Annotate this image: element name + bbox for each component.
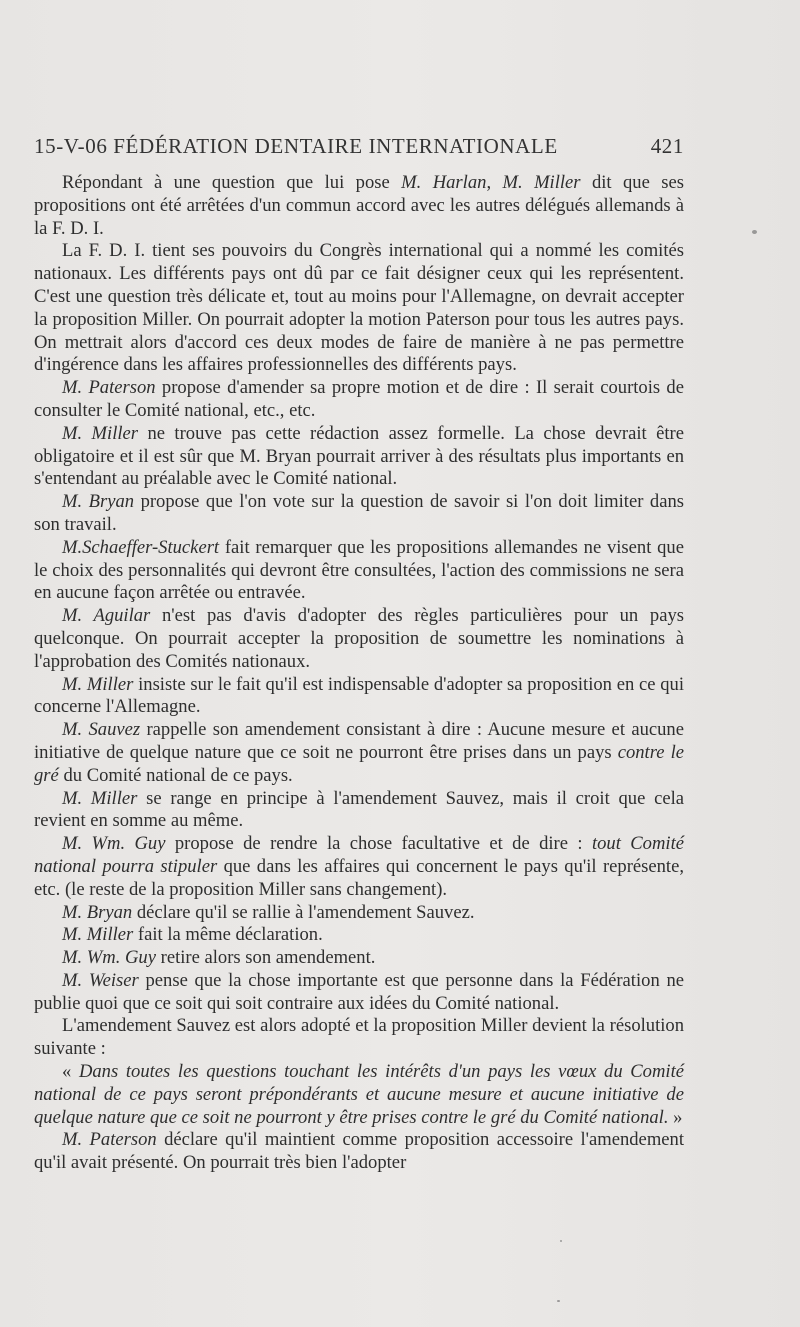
paragraph — [34, 605, 684, 673]
italic-text: M. Bryan — [62, 901, 133, 923]
paragraph — [34, 674, 684, 720]
italic-text: M. Bryan — [62, 491, 135, 513]
text-run: La F. D. I. tient ses pouvoirs du Congrès international qui a nommé les comités nationaux. Les différents pays ont dû par ce fait désigner ceux qui les représentent. C'est une question très délicate et, tout au moins pour l'Allemagne, on devrait accepter la proposition Miller. On pourrait adopter la motion Paterson pour tous les autres pays. On mettrait alors d'accord ces deux modes de faire de manière à ne pas permettre d'ingérence dans les affaires professionnelles des différents pays. — [34, 240, 684, 376]
italic-text: M. Miller — [62, 673, 134, 695]
text-run: insiste sur le fait qu'il est indispensable d'adopter sa proposition en ce qui concerne l'Allemagne. — [34, 673, 684, 718]
text-run: Répondant à une question que lui pose — [62, 172, 402, 193]
italic-text: M. Miller — [502, 172, 581, 193]
running-head-title: 15-V-06 FÉDÉRATION DENTAIRE INTERNATIONALE — [34, 134, 558, 158]
paper-speck — [557, 1300, 560, 1302]
italic-text: contre le gré — [34, 741, 684, 786]
text-run: ne trouve pas cette rédaction assez formelle. La chose devrait être obligatoire et il est sûr que M. Bryan pourrait arriver à des résultats plus importants en s'entendant au préalable avec le Comité national. — [34, 422, 684, 490]
text-run: déclare qu'il maintient comme proposition accessoire l'amendement qu'il avait présenté. On pourrait très bien l'adopter — [34, 1129, 684, 1174]
text-run: propose de rendre la chose facultative et de dire : — [165, 833, 592, 855]
paragraph — [34, 172, 684, 240]
italic-text: M. Aguilar — [62, 605, 151, 627]
paragraph — [34, 833, 684, 901]
paragraph — [34, 1061, 684, 1129]
italic-text: M. Paterson — [62, 377, 156, 399]
body-text — [34, 172, 684, 1175]
italic-text: M. Wm. Guy — [62, 833, 166, 855]
text-run: du Comité national de ce pays. — [58, 764, 293, 786]
paragraph — [34, 947, 684, 970]
italic-text: M. Miller — [62, 924, 134, 946]
paragraph — [34, 924, 684, 947]
paragraph — [34, 377, 684, 423]
text-run: retire alors son amendement. — [155, 947, 376, 969]
paragraph — [34, 788, 684, 834]
text-run: propose que l'on vote sur la question de savoir si l'on doit limiter dans son travail. — [34, 491, 684, 535]
page-number: 421 — [650, 134, 684, 158]
paragraph — [34, 1129, 684, 1175]
text-run: » — [668, 1106, 683, 1128]
paragraph — [34, 537, 684, 605]
italic-text: M. Sauvez — [62, 719, 141, 741]
italic-text: M. Wm. Guy — [62, 947, 156, 969]
italic-text: M.Schaeffer-Stuckert — [62, 536, 220, 558]
paper-speck — [752, 230, 757, 234]
paragraph — [34, 423, 684, 491]
text-run: que dans les affaires qui concernent le pays qu'il représente, etc. (le reste de la proposition Miller sans changement). — [34, 855, 684, 900]
text-run: , — [486, 172, 503, 193]
paragraph — [34, 719, 684, 787]
text-run: déclare qu'il se rallie à l'amendement Sauvez. — [132, 901, 475, 923]
text-run: dit que ses propositions ont été arrêtées d'un commun accord avec les autres délégués allemands à la F. D. I. — [34, 172, 684, 239]
text-run: pense que la chose importante est que personne dans la Fédération ne publie quoi que ce soit qui soit contraire aux idées du Comité national. — [34, 969, 684, 1014]
paragraph — [34, 970, 684, 1016]
italic-text: M. Miller — [62, 787, 138, 809]
italic-text: Dans toutes les questions touchant les intérêts d'un pays les vœux du Comité national de ce pays seront prépondérants et aucune mesure et aucune initiative de quelque nature que ce soit ne pourront y être prises contre le gré du Comité national. — [34, 1061, 684, 1128]
text-run: L'amendement Sauvez est alors adopté et la proposition Miller devient la résolution suivante : — [34, 1015, 684, 1060]
paragraph — [34, 1015, 684, 1061]
italic-text: M. Paterson — [62, 1129, 157, 1151]
paragraph — [34, 902, 684, 925]
italic-text: M. Weiser — [62, 969, 139, 991]
paragraph — [34, 240, 684, 377]
text-run: fait la même déclaration. — [133, 924, 323, 946]
italic-text: tout Comité national pourra stipuler — [34, 833, 684, 877]
text-run: « — [62, 1061, 79, 1083]
italic-text: M. Miller — [62, 422, 139, 444]
paper-speck — [560, 1240, 562, 1242]
text-run: rappelle son amendement consistant à dire : Aucune mesure et aucune initiative de quelque nature que ce soit ne pourront être prises dans un pays — [34, 719, 684, 763]
running-header — [34, 134, 684, 164]
italic-text: M. Harlan — [401, 172, 487, 193]
paragraph — [34, 491, 684, 537]
text-run: n'est pas d'avis d'adopter des règles particulières pour un pays quelconque. On pourrait accepter la proposition de soumettre les nominations à l'approbation des Comités nationaux. — [34, 605, 684, 672]
text-run: fait remarquer que les propositions allemandes ne visent que le choix des personnalités qui devront être consultées, l'action des commissions ne sera en aucune façon arrêtée ou entravée. — [34, 536, 684, 604]
text-run: se range en principe à l'amendement Sauvez, mais il croit que cela revient en somme au même. — [34, 787, 685, 832]
text-run: propose d'amender sa propre motion et de dire : Il serait courtois de consulter le Comité national, etc., etc. — [34, 377, 684, 421]
